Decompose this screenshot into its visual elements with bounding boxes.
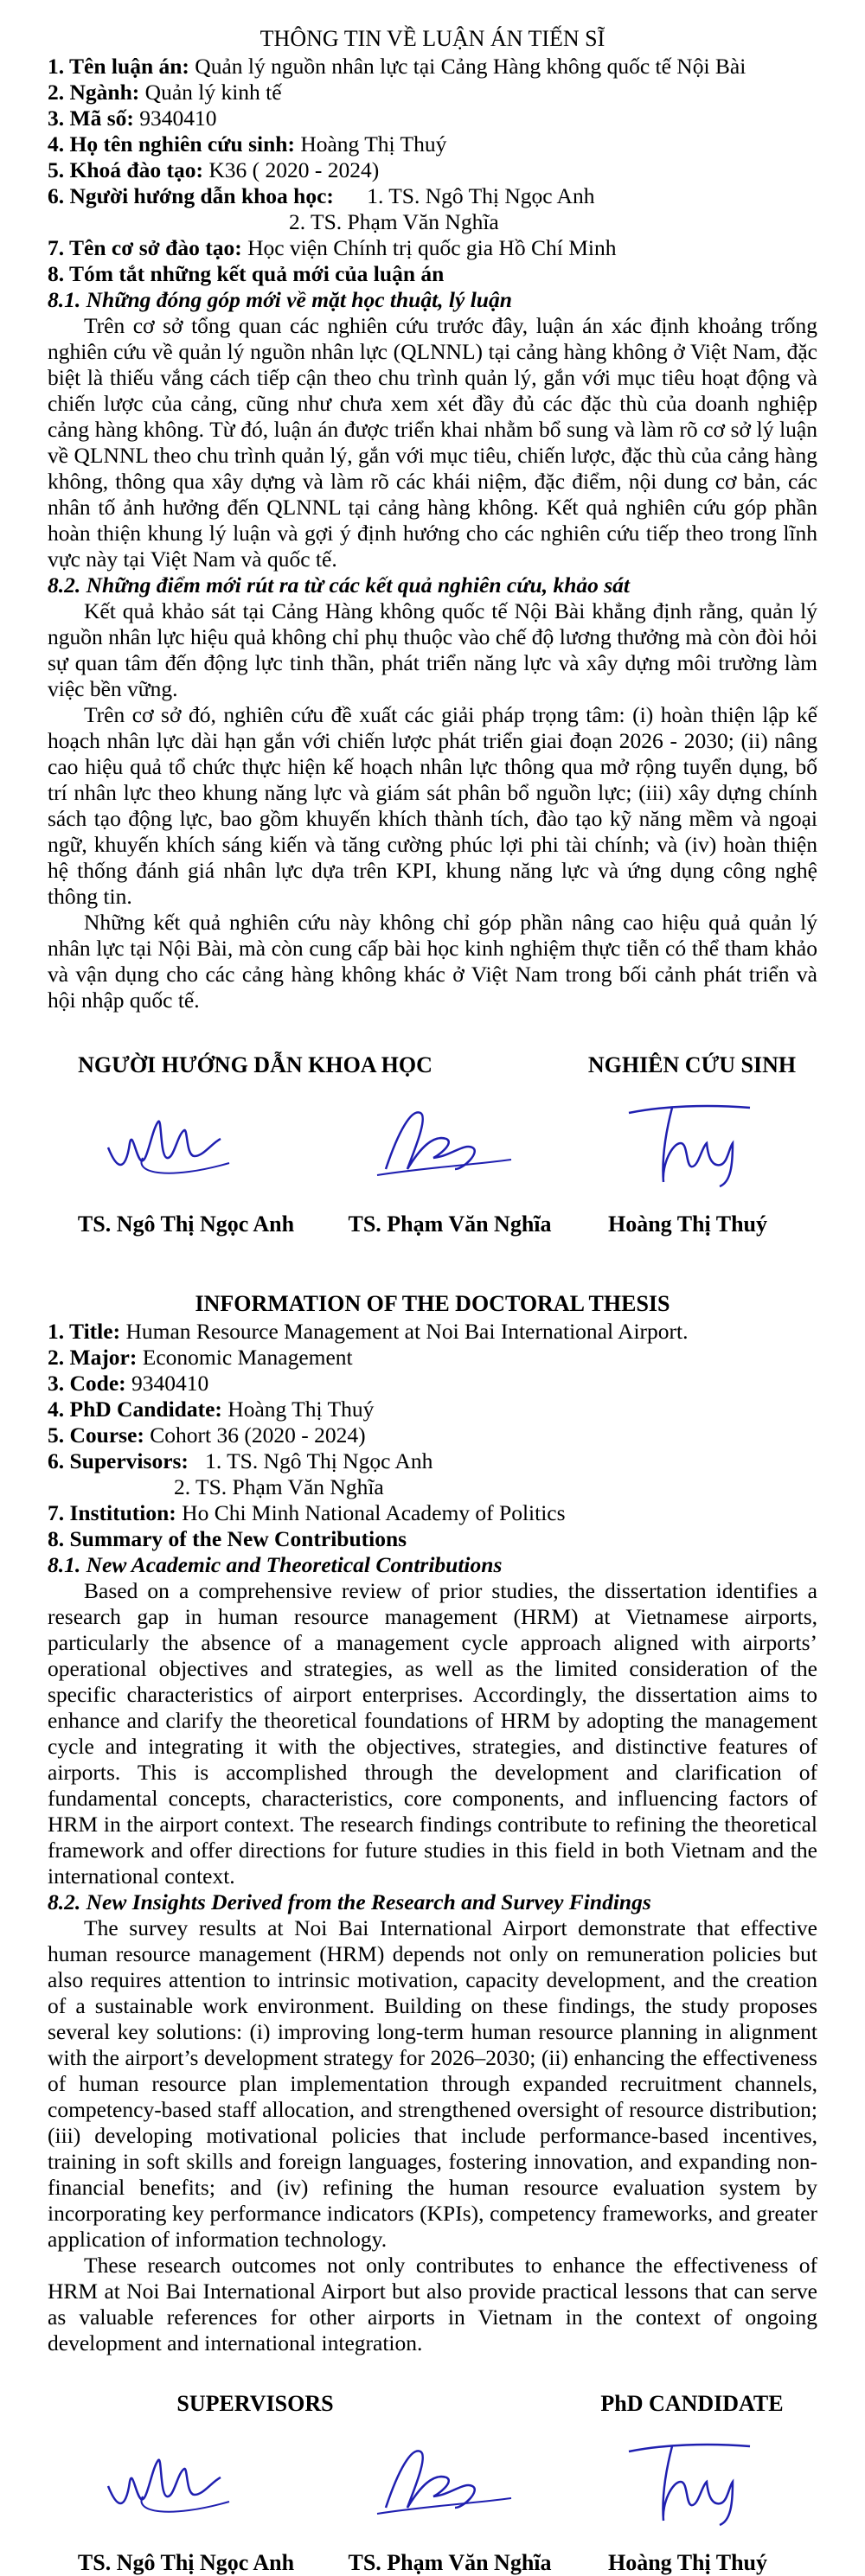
- en-role-candidate: PhD CANDIDATE: [600, 2391, 784, 2416]
- vi-title: THÔNG TIN VỀ LUẬN ÁN TIẾN SĨ: [260, 26, 606, 51]
- field-value: K36 ( 2020 - 2024): [202, 157, 380, 182]
- field-value: Hoàng Thị Thuý: [294, 131, 447, 157]
- vi-signatory-names: [48, 1211, 817, 1237]
- field-value: 9340410: [133, 105, 217, 131]
- en-field-candidate: [48, 1397, 817, 1422]
- field-value: Economic Management: [137, 1345, 353, 1370]
- vi-paragraph-8-2-c: Những kết quả nghiên cứu này không chỉ góp phần nâng cao hiệu quả quản lý nhân lực tại Nội Bài, mà còn cung cấp bài học kinh nghiệm thực tiễn có thể tham khảo và vận dụng cho các cảng hàng không khác ở Việt Nam trong bối cảnh phát triển và hội nhập quốc tế.: [48, 910, 817, 1013]
- signature-hoang-thi-thuy: [612, 1096, 785, 1191]
- en-signatures: [48, 2434, 817, 2538]
- field-label: 4. PhD Candidate:: [48, 1397, 222, 1422]
- en-title: INFORMATION OF THE DOCTORAL THESIS: [195, 1291, 670, 1316]
- en-section-8-1: 8.1. New Academic and Theoretical Contributions: [48, 1552, 503, 1577]
- field-label: 2. Ngành:: [48, 80, 140, 105]
- vi-field-course: [48, 157, 817, 183]
- en-supervisor-2: 2. TS. Phạm Văn Nghĩa: [174, 1474, 384, 1499]
- field-value: Học viện Chính trị quốc gia Hồ Chí Minh: [241, 235, 617, 260]
- field-label: 5. Khoá đào tạo:: [48, 157, 203, 182]
- en-section-8-2: 8.2. New Insights Derived from the Research and Survey Findings: [48, 1889, 651, 1914]
- vi-paragraph-8-1: Trên cơ sở tổng quan các nghiên cứu trước đây, luận án xác định khoảng trống nghiên cứu về quản lý nguồn nhân lực (QLNNL) tại cảng hàng không ở Việt Nam, đặc biệt là thiếu vắng cách tiếp cận theo chu trình quản lý, gắn với mục tiêu hoạt động và chiến lược của cảng, cũng như chưa xem xét đầy đủ các đặc thù của doanh nghiệp cảng hàng không. Từ đó, luận án được triển khai nhằm bổ sung và làm rõ cơ sở lý luận về QLNNL theo chu trình quản lý, gắn với mục tiêu, chiến lược, đặc thù của cảng hàng không, thông qua xây dựng và làm rõ các khái niệm, đặc điểm, nội dung cơ bản, các nhân tố ảnh hưởng đến QLNNL tại cảng hàng không. Kết quả nghiên cứu góp phần hoàn thiện khung lý luận và gợi ý định hướng cho các nghiên cứu tiếp theo trong lĩnh vực này tại Việt Nam và quốc tế.: [48, 313, 817, 572]
- signature-ngo-thi-ngoc-anh: [91, 1096, 264, 1191]
- en-signatory-names: [48, 2550, 817, 2576]
- en-role-supervisors: SUPERVISORS: [176, 2391, 334, 2416]
- en-paragraph-8-2-a: The survey results at Noi Bai International Airport demonstrate that effective human resource management (HRM) depends not only on remuneration policies but also requires attention to intrinsic motivation, capacity development, and the creation of a sustainable work environment. Building on these findings, the study proposes several key solutions: (i) improving long-term human resource planning in alignment with the airport’s development strategy for 2026–2030; (ii) enhancing the effectiveness of human resource plan implementation through expanded recruitment channels, competency-based staff allocation, and strengthened oversight of resource distribution; (iii) developing motivational policies that include performance-based incentives, training in soft skills and foreign languages, fostering innovation, and expanding non-financial benefits; and (iv) refining the human resource evaluation system by incorporating key performance indicators (KPIs), competency frameworks, and greater application of information technology.: [48, 1915, 817, 2252]
- en-signature-roles: [48, 2391, 817, 2417]
- field-label: 6. Người hướng dẫn khoa học:: [48, 183, 334, 208]
- field-label: 5. Course:: [48, 1422, 144, 1448]
- field-value: 1. TS. Ngô Thị Ngọc Anh: [333, 183, 595, 208]
- field-label: 8. Summary of the New Contributions: [48, 1526, 407, 1551]
- field-value: Ho Chi Minh National Academy of Politics: [176, 1500, 566, 1525]
- vi-field-candidate: [48, 131, 817, 157]
- field-label: 4. Họ tên nghiên cứu sinh:: [48, 131, 295, 157]
- vi-field-code: [48, 105, 817, 131]
- signatory-name: Hoàng Thị Thuý: [607, 2550, 768, 2575]
- en-field-title: [48, 1319, 817, 1345]
- en-field-major: [48, 1345, 817, 1371]
- vi-field-summary: [48, 261, 817, 287]
- vi-field-major: [48, 80, 817, 105]
- signature-pham-van-nghia: [351, 2434, 524, 2529]
- vi-section-8-2: 8.2. Những điểm mới rút ra từ các kết quả nghiên cứu, khảo sát: [48, 572, 631, 598]
- field-value: Quản lý kinh tế: [139, 80, 282, 105]
- vi-paragraph-8-2-a: Kết quả khảo sát tại Cảng Hàng không quốc tế Nội Bài khẳng định rằng, quản lý nguồn nhân lực hiệu quả không chỉ phụ thuộc vào chế độ lương thưởng mà còn đòi hỏi sự quan tâm đến động lực tinh thần, phát triển năng lực và xây dựng môi trường làm việc bền vững.: [48, 598, 817, 701]
- en-paragraph-8-2-b: These research outcomes not only contributes to enhance the effectiveness of HRM at Noi Bai International Airport but also provide practical lessons that can serve as valuable references for other airports in Vietnam in the context of ongoing development and international integration.: [48, 2253, 817, 2355]
- signature-pham-van-nghia: [351, 1096, 524, 1191]
- signatory-name: Hoàng Thị Thuý: [607, 1211, 768, 1237]
- en-field-institution: [48, 1500, 817, 1526]
- field-label: 3. Mã số:: [48, 105, 134, 131]
- en-field-course: [48, 1422, 817, 1448]
- vi-field-title: [48, 54, 817, 80]
- en-paragraph-8-1: Based on a comprehensive review of prior studies, the dissertation identifies a research gap in human resource management (HRM) at Vietnamese airports, particularly the absence of a management cycle approach aligned with airports’ operational objectives and strategies, as well as the limited consideration of the specific characteristics of airport enterprises. Accordingly, the dissertation aims to enhance and clarify the theoretical foundations of HRM by adopting the management cycle and integrating it with the objectives, strategies, and distinctive features of airports. This is accomplished through the development and clarification of fundamental concepts, characteristics, core components, and influencing factors of HRM in the airport context. The research findings contribute to refining the theoretical framework and offer directions for future studies in this field in both Vietnam and the international context.: [48, 1578, 817, 1889]
- vi-field-institution: [48, 235, 817, 261]
- field-label: 3. Code:: [48, 1371, 126, 1396]
- field-value: Hoàng Thị Thuý: [221, 1397, 375, 1422]
- signature-hoang-thi-thuy: [612, 2434, 785, 2529]
- field-value: Quản lý nguồn nhân lực tại Cảng Hàng không quốc tế Nội Bài: [189, 54, 746, 79]
- en-field-summary: [48, 1526, 817, 1552]
- vi-field-supervisors: [48, 183, 817, 209]
- field-value: Human Resource Management at Noi Bai International Airport.: [120, 1319, 689, 1344]
- field-label: 6. Supervisors:: [48, 1448, 189, 1473]
- vi-signatures: [48, 1096, 817, 1199]
- field-label: 1. Tên luận án:: [48, 54, 189, 79]
- en-field-supervisors: [48, 1448, 817, 1474]
- field-value: 9340410: [125, 1371, 209, 1396]
- field-label: 7. Tên cơ sở đào tạo:: [48, 235, 242, 260]
- signatory-name: TS. Ngô Thị Ngọc Anh: [77, 1211, 295, 1237]
- field-label: 8. Tóm tắt những kết quả mới của luận án: [48, 261, 445, 286]
- field-value: Cohort 36 (2020 - 2024): [144, 1422, 366, 1448]
- field-label: 7. Institution:: [48, 1500, 176, 1525]
- vi-role-supervisors: NGƯỜI HƯỚNG DẪN KHOA HỌC: [78, 1052, 432, 1077]
- field-label: 2. Major:: [48, 1345, 138, 1370]
- vi-paragraph-8-2-b: Trên cơ sở đó, nghiên cứu đề xuất các giải pháp trọng tâm: (i) hoàn thiện lập kế hoạch nhân lực dài hạn gắn với chiến lược phát triển giai đoạn 2026 - 2030; (ii) nâng cao hiệu quả tổ chức thực hiện kế hoạch nhân lực thông qua mở rộng tuyển dụng, bố trí nhân lực theo khung năng lực và giám sát phân bổ nguồn lực; (iii) xây dựng chính sách tạo động lực, bao gồm khuyến khích thành tích, đào tạo kỹ năng mềm và ngoại ngữ, khuyến khích sáng kiến và tăng cường phúc lợi phi tài chính; và (iv) hoàn thiện hệ thống đánh giá nhân lực dựa trên KPI, khung năng lực và ứng dụng công nghệ thông tin.: [48, 702, 817, 909]
- signatory-name: TS. Phạm Văn Nghĩa: [348, 2550, 552, 2575]
- vi-signature-roles: [48, 1052, 817, 1078]
- signature-ngo-thi-ngoc-anh: [91, 2434, 264, 2529]
- vi-section-8-1: 8.1. Những đóng góp mới về mặt học thuật, lý luận: [48, 287, 512, 312]
- vi-role-candidate: NGHIÊN CỨU SINH: [587, 1052, 797, 1077]
- field-label: 1. Title:: [48, 1319, 121, 1344]
- vi-supervisor-2: 2. TS. Phạm Văn Nghĩa: [289, 209, 499, 234]
- en-field-code: [48, 1371, 817, 1397]
- field-value: 1. TS. Ngô Thị Ngọc Anh: [188, 1448, 433, 1473]
- signatory-name: TS. Phạm Văn Nghĩa: [348, 1211, 552, 1237]
- signatory-name: TS. Ngô Thị Ngọc Anh: [77, 2550, 295, 2575]
